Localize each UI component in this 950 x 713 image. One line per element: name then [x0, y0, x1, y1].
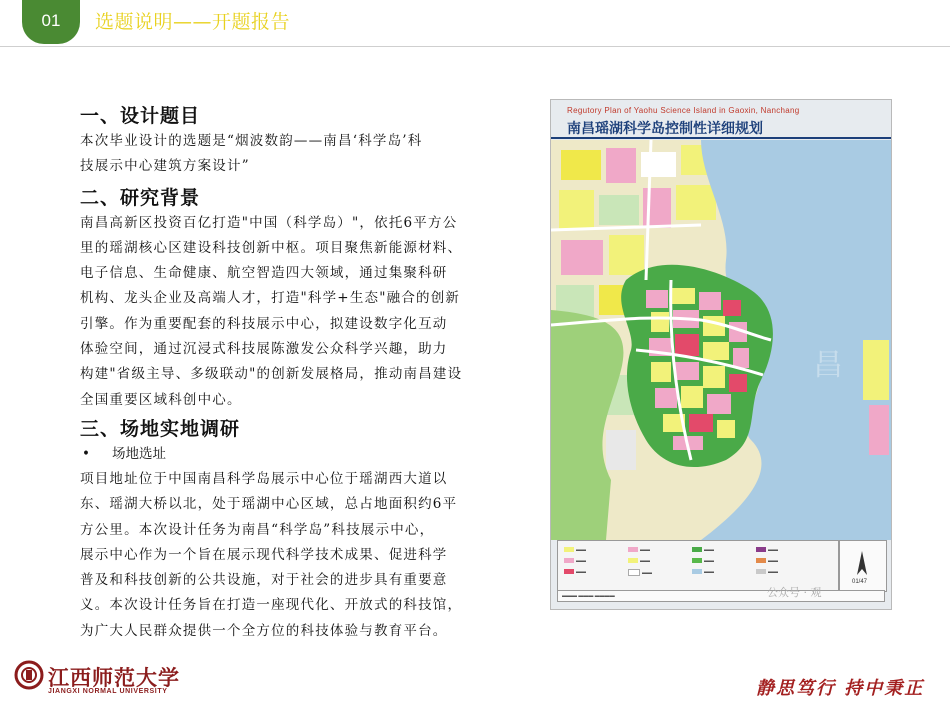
site-line-4: 展示中心作为一个旨在展示现代科学技术成果、促进科学 — [80, 546, 448, 563]
university-name-en: JIANGXI NORMAL UNIVERSITY — [48, 688, 168, 695]
planning-map-image — [550, 99, 892, 610]
page-title: 选题说明——开题报告 — [95, 11, 291, 33]
university-name-cn: 江西师范大学 — [48, 665, 180, 690]
background-line-3: 电子信息、生命健康、航空智造四大领域，通过集聚科研 — [80, 265, 448, 282]
background-line-2: 里的瑶湖核心区建设科技创新中枢。项目聚焦新能源材料、 — [80, 239, 463, 256]
section-heading-site-survey: 三、场地实地调研 — [80, 417, 241, 440]
background-line-6: 体验空间，通过沉浸式科技展陈激发公众科学兴趣，助力 — [80, 341, 448, 358]
north-arrow-icon — [840, 549, 884, 579]
site-line-3: 方公里。本次设计任务为南昌“科学岛”科技展示中心， — [80, 521, 435, 538]
site-line-2: 东、瑶湖大桥以北，处于瑶湖中心区域，总占地面积约6平 — [80, 496, 458, 513]
bullet-site-selection — [80, 442, 530, 467]
background-line-1: 南昌高新区投资百亿打造"中国（科学岛）"，依托6平方公 — [80, 214, 458, 231]
university-logo-icon — [14, 660, 44, 690]
map-watermark-char: 昌 — [813, 348, 843, 383]
legend-swatch-f: ▬▬ — [692, 569, 714, 575]
map-watermark: 公众号 · 观 — [767, 586, 822, 599]
background-line-5: 引擎。作为重要配套的科技展示中心，拟建设数字化互动 — [80, 315, 448, 332]
section-number: 01 — [41, 11, 61, 30]
legend-swatch-commercial: ▬▬ — [564, 569, 586, 575]
legend-swatch-residential: ▬▬ — [564, 547, 586, 553]
section-heading-topic: 一、设计题目 — [80, 105, 201, 127]
map-drawing — [551, 140, 891, 540]
map-title-block: ▬▬▬ ▬▬▬ ▬▬▬▬ — [557, 590, 885, 602]
background-line-8: 全国重要区域科创中心。 — [80, 391, 242, 408]
topic-line-1: 本次毕业设计的选题是“烟波数韵——南昌‘科学岛’科 — [80, 133, 423, 149]
background-line-4: 机构、龙头企业及高端人才，打造"科学+生态"融合的创新 — [80, 290, 461, 307]
legend-swatch-e: ▬▬ — [692, 558, 714, 564]
legend-swatch-h: ▬▬ — [756, 558, 778, 564]
map-page-number: 01/47 — [852, 579, 868, 585]
map-title-zh: 南昌瑶湖科学岛控制性详细规划 — [567, 121, 763, 137]
site-line-5: 普及和科技创新的公共设施，对于社会的进步具有重要意 — [80, 572, 448, 589]
legend-swatch-d: ▬▬ — [692, 547, 714, 553]
map-compass-box — [839, 540, 887, 592]
site-line-6: 义。本次设计任务旨在打造一座现代化、开放式的科技馆， — [80, 597, 463, 614]
university-motto: 静思笃行 持中秉正 — [756, 678, 925, 699]
bullet-dot-icon: • — [82, 445, 90, 462]
section-number-badge — [22, 0, 80, 44]
site-line-1: 项目地址位于中国南昌科学岛展示中心位于瑶湖西大道以 — [80, 470, 448, 487]
background-line-7: 构建"省级主导、多级联动"的创新发展格局，推动南昌建设 — [80, 366, 463, 383]
legend-swatch-b: ▬▬ — [628, 558, 650, 564]
legend-swatch-a: ▬▬ — [628, 547, 650, 553]
site-line-7: 为广大人民群众提供一个全方位的科技体验与教育平台。 — [80, 622, 448, 639]
bullet-label: 场地选址 — [112, 445, 166, 462]
legend-swatch-i: ▬▬ — [756, 569, 778, 575]
map-title-en: Regutory Plan of Yaohu Science Island in Gaoxin, Nanchang — [567, 106, 800, 115]
topic-line-2: 技展示中心建筑方案设计” — [80, 158, 250, 175]
legend-swatch-g: ▬▬ — [756, 547, 778, 553]
legend-swatch-c: ▬▬ — [628, 569, 652, 576]
header-divider — [0, 46, 950, 47]
section-heading-background: 二、研究背景 — [80, 186, 201, 209]
report-text — [80, 104, 530, 644]
map-title-rule — [551, 137, 891, 139]
legend-swatch-science: ▬▬ — [564, 558, 586, 564]
